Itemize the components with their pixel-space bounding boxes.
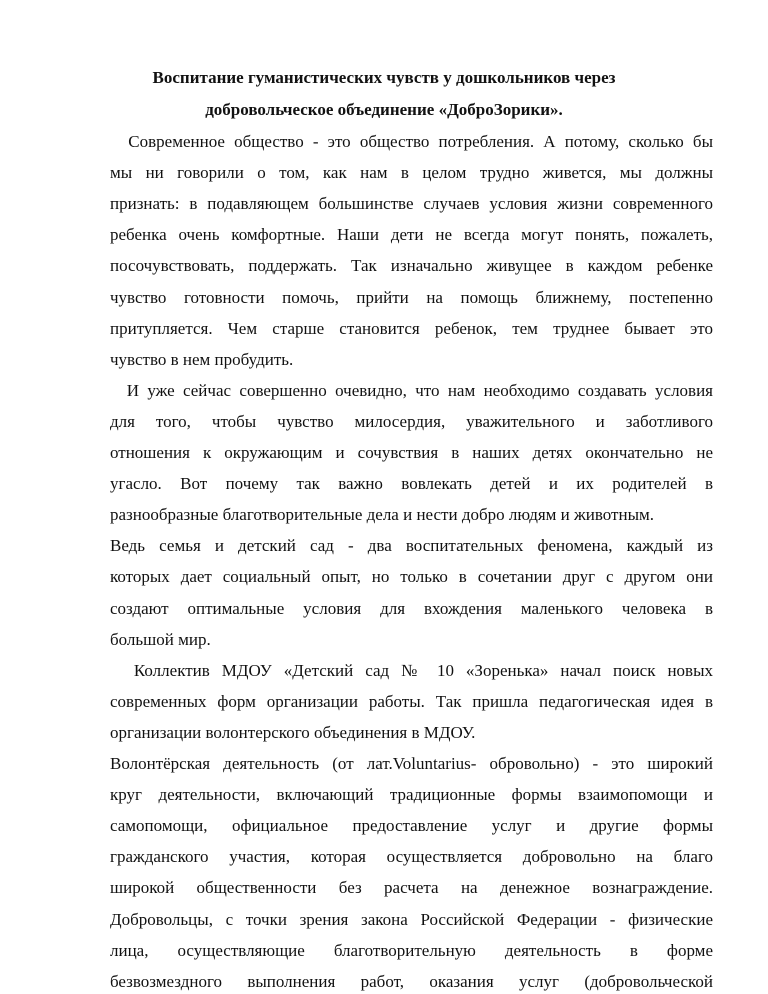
paragraph-line: угасло. Вот почему так важно вовлекать детей и их родителей в — [110, 474, 713, 494]
paragraph-line: ребенка очень комфортные. Наши дети не всегда могут понять, пожалеть, — [110, 225, 713, 245]
paragraph-line: лица, осуществляющие благотворительную деятельность в форме — [110, 940, 713, 960]
paragraph-line: посочувствовать, поддержать. Так изначально живущее в каждом ребенке — [110, 256, 713, 276]
document-title-line-2: добровольческое объединение «ДоброЗорики». — [205, 100, 563, 119]
paragraph-line: И уже сейчас совершенно очевидно, что нам необходимо создавать условия — [110, 380, 713, 400]
paragraph-line: которых дает социальный опыт, но только в сочетании друг с другом они — [110, 567, 713, 587]
paragraph-line: для того, чтобы чувство милосердия, уважительного и заботливого — [110, 411, 713, 431]
paragraph-line: организации волонтерского объединения в МДОУ. — [110, 722, 476, 742]
paragraph-line: Коллектив МДОУ «Детский сад № 10 «Зоренька» начал поиск новых — [110, 660, 713, 680]
paragraph-line: широкой общественности без расчета на денежное вознаграждение. — [110, 878, 713, 898]
paragraph-line: самопомощи, официальное предоставление услуг и другие формы — [110, 816, 713, 836]
paragraph-line: большой мир. — [110, 629, 211, 649]
paragraph-line: разнообразные благотворительные дела и нести добро людям и животным. — [110, 505, 655, 525]
paragraph-line: гражданского участия, которая осуществляется добровольно на благо — [110, 847, 713, 867]
document-title-line-1: Воспитание гуманистических чувств у дошкольников через — [152, 68, 616, 87]
paragraph-line: чувство в нем пробудить. — [110, 349, 294, 369]
paragraph-line: создают оптимальные условия для вхождения маленького человека в — [110, 598, 713, 618]
paragraph-line: мы ни говорили о том, как нам в целом трудно живется, мы должны — [110, 163, 713, 183]
paragraph-line: Добровольцы, с точки зрения закона Российской Федерации - физические — [110, 909, 713, 929]
paragraph-line: Ведь семья и детский сад - два воспитательных феномена, каждый из — [110, 536, 713, 556]
paragraph-line: признать: в подавляющем большинстве случаев условия жизни современного — [110, 194, 713, 214]
paragraph-line: чувство готовности помочь, прийти на помощь ближнему, постепенно — [110, 287, 713, 307]
paragraph-line: отношения к окружающим и сочувствия в наших детях окончательно не — [110, 443, 713, 462]
paragraph-line: притупляется. Чем старше становится ребенок, тем труднее бывает это — [110, 318, 713, 338]
paragraph-line: Современное общество - это общество потребления. А потому, сколько бы — [110, 132, 713, 151]
paragraph-line: круг деятельности, включающий традиционные формы взаимопомощи и — [110, 785, 713, 805]
paragraph-line: Волонтёрская деятельность (от лат.Voluntarius- обровольно) - это широкий — [110, 754, 713, 773]
paragraph-line: безвозмездного выполнения работ, оказания услуг (добровольческой — [110, 971, 713, 991]
paragraph-line: современных форм организации работы. Так пришла педагогическая идея в — [110, 691, 713, 711]
